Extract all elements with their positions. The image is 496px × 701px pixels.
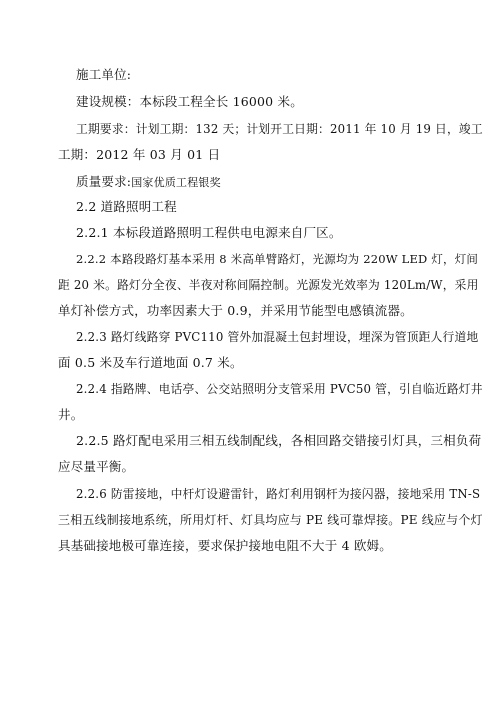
paragraph-2-2-4-line-1: 2.2.4 指路牌、电话亭、公交站照明分支管采用 PVC50 管，引自临近路灯井	[76, 382, 483, 396]
quality-requirement	[76, 174, 221, 191]
paragraph-2-2-6-line-1: 2.2.6 防雷接地，中杆灯设避雷针，路灯利用钢杆为接闪器，接地采用 TN-S	[76, 487, 481, 501]
quality-value: 国家优质工程银奖	[131, 176, 221, 189]
paragraph-2-2-2-line-3: 单灯补偿方式，功率因素大于 0.9，并采用节能型电感镇流器。	[58, 303, 413, 318]
paragraph-2-2-3-line-2: 面 0.5 米及车行道地面 0.7 米。	[58, 355, 243, 370]
paragraph-2-2-1: 2.2.1 本标段道路照明工程供电电源来自厂区。	[76, 225, 342, 240]
paragraph-2-2-6-line-3: 具基础接地极可靠连接，要求保护接地电阻不大于 4 欧姆。	[58, 538, 393, 553]
construction-unit-label: 施工单位:	[76, 67, 132, 82]
paragraph-2-2-2-line-1: 2.2.2 本路段路灯基本采用 8 米高单臂路灯，光源均为 220W LED 灯，灯间	[76, 252, 479, 266]
construction-scale: 建设规模：本标段工程全长 16000 米。	[76, 94, 303, 109]
paragraph-2-2-4-line-2: 井。	[58, 407, 84, 422]
schedule-line-1: 工期要求：计划工期：132 天；计划开工日期：2011 年 10 月 19 日，竣工	[76, 122, 483, 136]
paragraph-2-2-5-line-2: 应尽量平衡。	[58, 459, 135, 474]
quality-label: 质量要求:	[76, 174, 132, 189]
paragraph-2-2-5-line-1: 2.2.5 路灯配电采用三相五线制配线，各相回路交错接引灯具，三相负荷	[76, 433, 482, 448]
paragraph-2-2-2-line-2: 距 20 米。路灯分全夜、半夜对称间隔控制。光源发光效率为 120Lm/W，采用	[58, 278, 479, 292]
section-title: 2.2 道路照明工程	[76, 199, 177, 214]
paragraph-2-2-3-line-1: 2.2.3 路灯线路穿 PVC110 管外加混凝土包封埋设，埋深为管顶距人行道地	[76, 330, 479, 344]
schedule-line-2: 工期：2012 年 03 月 01 日	[58, 147, 221, 162]
paragraph-2-2-6-line-2: 三相五线制接地系统，所用灯杆、灯具均应与 PE 线可靠焊接。PE 线应与个灯	[58, 513, 483, 527]
